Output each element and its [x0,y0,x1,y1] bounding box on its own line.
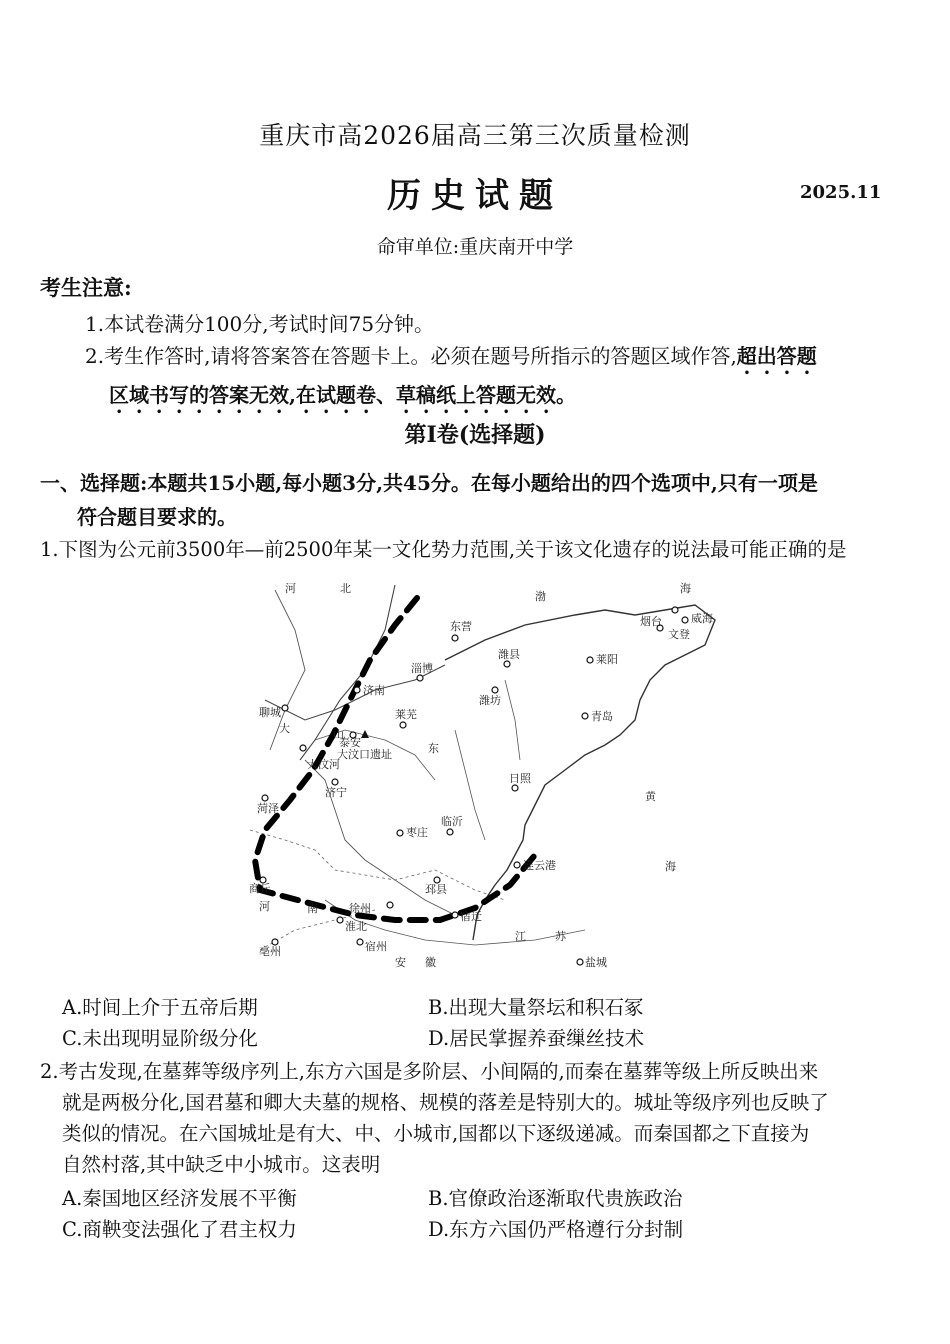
map-label-shan: 山 [333,728,344,741]
notice-item-2-text: 2.考生作答时,请将答案答在答题卡上。必须在题号所指示的答题区域作答, [85,344,737,368]
map-label-hebei: 河 [285,582,296,595]
map-label-weihai: 威海 [691,612,713,625]
map-label-yantai: 烟台 [640,615,662,628]
part-one-line-2: 符合题目要求的。 [77,505,237,529]
question-2-line-3: 类似的情况。在六国城址是有大、中、小城市,国都以下逐级递减。而秦国都之下直接为 [62,1122,810,1145]
map-label-jinan: 济南 [363,684,385,697]
map-label-taian: 泰安 [339,736,361,749]
map-label-wendeng: 文登 [668,628,690,641]
map-label-linyi: 临沂 [441,815,463,828]
map-label-dawenkou: 大汶口遗址 [337,748,392,761]
culture-map-svg [245,570,725,970]
part-one-line-1: 一、选择题:本题共15小题,每小题3分,共45分。在每小题给出的四个选项中,只有一项是 [40,471,818,495]
map-label-jiangsu-b: 苏 [555,930,566,943]
map-label-shandong: 东 [428,742,439,755]
notice-title: 考生注意: [40,275,132,300]
question-2-line-1: 2.考古发现,在墓葬等级序列上,东方六国是多阶层、小间隔的,而秦在墓葬等级上所反映出来 [40,1060,819,1083]
map-label-huaibei: 淮北 [345,920,367,933]
map-label-lianyungang: 连云港 [523,859,556,872]
map-label-yancheng: 盐城 [585,956,607,969]
map-label-huang: 黄 [645,790,656,803]
map-label-zibo: 淄博 [411,662,433,675]
q1-option-d: D.居民掌握养蚕缫丝技术 [428,1027,645,1050]
map-label-jiangsu-a: 江 [515,930,526,943]
map-label-jining: 济宁 [325,786,347,799]
q2-option-b: B.官僚政治逐渐取代贵族政治 [428,1187,683,1210]
culture-map [245,570,725,970]
map-label-rizhao: 日照 [509,772,531,785]
subject-title: 历史试题 [387,176,563,216]
map-label-da: 大 [279,722,290,735]
map-label-xuzhou: 徐州 [349,902,371,915]
notice-item-2 [85,340,905,418]
q1-option-a: A.时间上介于五帝后期 [62,996,258,1019]
q1-option-b: B.出现大量祭坛和积石冢 [428,996,644,1019]
question-2-line-2: 就是两极分化,国君墓和卿大夫墓的规格、规模的落差是特别大的。城址等级序列也反映了 [62,1091,829,1114]
part-one-heading [40,466,910,534]
map-label-anhui-a: 安 [395,956,406,969]
map-label-pixian: 邳县 [425,883,447,896]
question-1-stem: 1.下图为公元前3500年—前2500年某一文化势力范围,关于该文化遗存的说法最可能正确的是 [40,538,847,561]
q2-option-a: A.秦国地区经济发展不平衡 [62,1187,297,1210]
map-label-shangqiu: 商丘 [249,882,271,895]
map-label-suqian: 宿迁 [460,910,482,923]
map-label-zaozhuang: 枣庄 [406,826,428,839]
map-label-laiwu: 莱芜 [395,708,417,721]
authoring-unit: 命审单位:重庆南开中学 [376,236,574,258]
map-label-weifang: 潍坊 [479,694,501,707]
exam-date: 2025.11 [800,182,882,203]
map-label-dongying: 东营 [450,620,472,633]
map-label-weixian: 潍县 [498,648,520,661]
q2-option-c: C.商鞅变法强化了君主权力 [62,1218,297,1241]
notice-item-2-emphasis-a: 超出答题 [736,344,817,368]
notice-item-1: 1.本试卷满分100分,考试时间75分钟。 [85,312,435,336]
map-label-suzhou: 宿州 [365,940,387,953]
map-label-henan-b: 南 [307,902,318,915]
map-label-henan-a: 河 [259,900,270,913]
map-label-bohai: 渤 [535,590,546,603]
map-label-laiyang: 莱阳 [596,653,618,666]
map-label-qingdao: 青岛 [591,710,613,723]
question-2-stem [40,1056,908,1180]
map-label-anhui-b: 徽 [425,956,436,969]
map-label-liaocheng: 聊城 [259,706,281,719]
q2-option-d: D.东方六国仍严格遵行分封制 [428,1218,684,1241]
map-label-heze: 菏泽 [257,802,279,815]
section-title: 第Ⅰ卷(选择题) [404,422,546,448]
notice-item-2-emphasis-b: 区域书写的答案无效,在试题卷、草稿纸上答题无效。 [109,383,576,407]
map-label-bei: 北 [340,582,351,595]
map-label-bozhou: 亳州 [259,945,281,958]
question-2-line-4: 自然村落,其中缺乏中小城市。这表明 [62,1153,381,1176]
map-label-dawenkou-river: 大汶河 [307,758,340,771]
map-label-hai2: 海 [665,860,676,873]
exam-title: 重庆市高2026届高三第三次质量检测 [259,121,691,150]
map-label-hai: 海 [680,582,691,595]
q1-option-c: C.未出现明显阶级分化 [62,1027,258,1050]
